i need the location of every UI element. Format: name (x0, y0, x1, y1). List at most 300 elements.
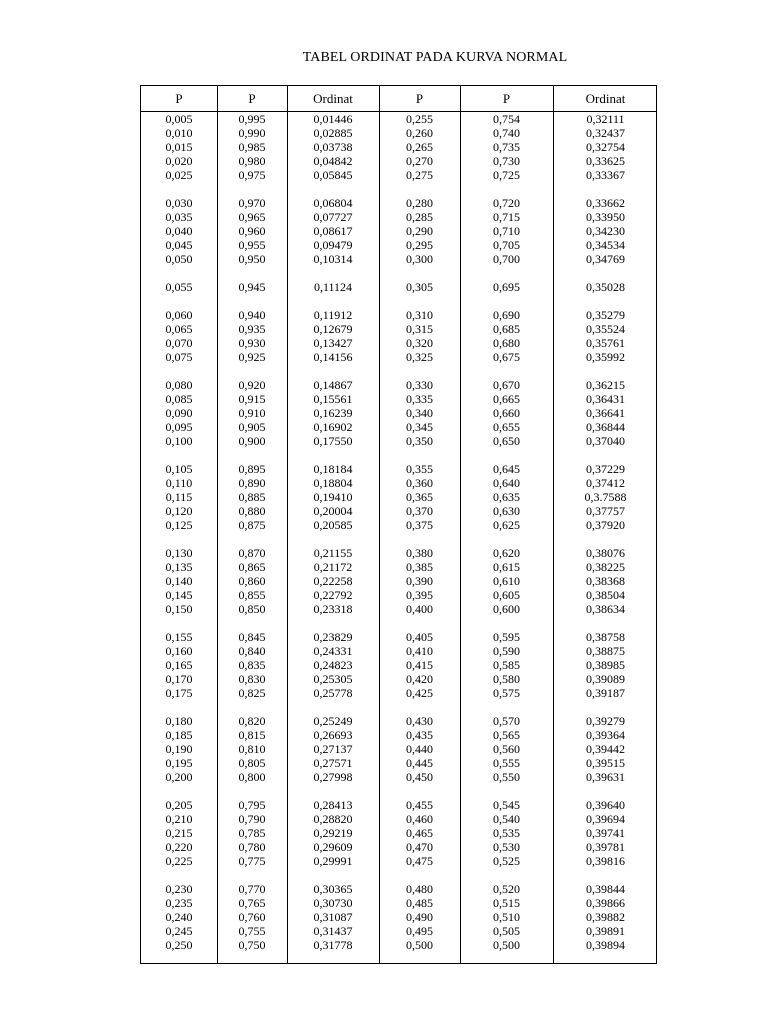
table-cell: 0,37040 (586, 434, 625, 448)
table-cell: 0,770 (238, 882, 266, 896)
table-cell: 0,570 (493, 714, 520, 728)
table-cell: 0,36431 (586, 392, 625, 406)
table-cell: 0,965 (238, 210, 266, 224)
table-cell: 0,33950 (586, 210, 625, 224)
table-cell: 0,19410 (313, 490, 353, 504)
table-cell: 0,754 (493, 112, 520, 126)
table-cell: 0,505 (493, 924, 520, 938)
table-cell: 0,510 (493, 910, 520, 924)
table-cell: 0,37920 (586, 518, 625, 532)
table-cell: 0,540 (493, 812, 520, 826)
table-cell: 0,650 (493, 434, 520, 448)
table-cell: 0,33662 (586, 196, 625, 210)
table-cell: 0,190 (165, 742, 193, 756)
table-cell: 0,39640 (586, 798, 625, 812)
table-cell: 0,020 (165, 154, 193, 168)
table-cell: 0,20004 (313, 504, 353, 518)
table-cell: 0,245 (165, 924, 193, 938)
table-cell: 0,18804 (313, 476, 353, 490)
table-cell: 0,24823 (313, 658, 353, 672)
table-cell: 0,33625 (586, 154, 625, 168)
table-cell: 0,605 (493, 588, 520, 602)
table-cell: 0,350 (406, 434, 433, 448)
table-cell: 0,110 (165, 476, 193, 490)
table-cell: 0,815 (238, 728, 266, 742)
table-cell: 0,095 (165, 420, 193, 434)
table-cell: 0,16239 (313, 406, 353, 420)
table-cell: 0,32437 (586, 126, 625, 140)
table-cell: 0,005 (165, 112, 193, 126)
table-cell: 0,24331 (313, 644, 353, 658)
table-cell: 0,29219 (313, 826, 353, 840)
table-cell: 0,39816 (586, 854, 625, 868)
table-cell: 0,970 (238, 196, 266, 210)
table-cell: 0,050 (165, 252, 193, 266)
table-cell: 0,925 (238, 350, 266, 364)
table-cell: 0,525 (493, 854, 520, 868)
table-cell: 0,960 (238, 224, 266, 238)
table-cell: 0,27137 (313, 742, 353, 756)
table-cell: 0,35028 (586, 280, 625, 294)
table-cell: 0,39364 (586, 728, 625, 742)
table-cell: 0,580 (493, 672, 520, 686)
table-cell: 0,010 (165, 126, 193, 140)
table-cell: 0,425 (406, 686, 433, 700)
table-cell: 0,630 (493, 504, 520, 518)
table-cell: 0,39882 (586, 910, 625, 924)
table-cell: 0,31437 (313, 924, 353, 938)
table-cell: 0,090 (165, 406, 193, 420)
table-cell: 0,040 (165, 224, 193, 238)
table-cell: 0,885 (238, 490, 266, 504)
table-cell: 0,800 (238, 770, 266, 784)
table-cell: 0,715 (493, 210, 520, 224)
table-cell: 0,710 (493, 224, 520, 238)
table-cell: 0,21155 (313, 546, 353, 560)
table-cell: 0,130 (165, 546, 193, 560)
table-cell: 0,06804 (313, 196, 353, 210)
table-cell: 0,36641 (586, 406, 625, 420)
table-cell: 0,490 (406, 910, 433, 924)
table-cell: 0,910 (238, 406, 266, 420)
table-cell: 0,935 (238, 322, 266, 336)
table-cell: 0,225 (165, 854, 193, 868)
table-cell: 0,685 (493, 322, 520, 336)
table-cell: 0,420 (406, 672, 433, 686)
table-cell: 0,065 (165, 322, 193, 336)
table-cell: 0,205 (165, 798, 193, 812)
table-cell: 0,270 (406, 154, 433, 168)
table-cell: 0,060 (165, 308, 193, 322)
table-cell: 0,625 (493, 518, 520, 532)
table-cell: 0,21172 (313, 560, 353, 574)
table-cell: 0,13427 (313, 336, 353, 350)
table-cell: 0,075 (165, 350, 193, 364)
table-cell: 0,34534 (586, 238, 625, 252)
table-cell: 0,870 (238, 546, 266, 560)
table-cell: 0,930 (238, 336, 266, 350)
table-cell: 0,01446 (313, 112, 353, 126)
table-cell: 0,665 (493, 392, 520, 406)
table-cell: 0,545 (493, 798, 520, 812)
table-cell: 0,32754 (586, 140, 625, 154)
table-cell: 0,500 (493, 938, 520, 952)
table-cell: 0,39866 (586, 896, 625, 910)
table-cell: 0,37757 (586, 504, 625, 518)
table-cell: 0,255 (406, 112, 433, 126)
table-cell: 0,895 (238, 462, 266, 476)
table-cell: 0,14156 (313, 350, 353, 364)
table-cell: 0,480 (406, 882, 433, 896)
table-cell: 0,170 (165, 672, 193, 686)
table-cell: 0,825 (238, 686, 266, 700)
table-cell: 0,085 (165, 392, 193, 406)
table-cell: 0,470 (406, 840, 433, 854)
table-cell: 0,835 (238, 658, 266, 672)
table-cell: 0,39741 (586, 826, 625, 840)
table-cell: 0,38225 (586, 560, 625, 574)
table-cell: 0,31778 (313, 938, 353, 952)
table-cell: 0,315 (406, 322, 433, 336)
table-cell: 0,29991 (313, 854, 353, 868)
table-cell: 0,38758 (586, 630, 625, 644)
table-cell: 0,25305 (313, 672, 353, 686)
table-cell: 0,39631 (586, 770, 625, 784)
table-cell: 0,36844 (586, 420, 625, 434)
table-cell: 0,695 (493, 280, 520, 294)
table-cell: 0,810 (238, 742, 266, 756)
table-cell: 0,220 (165, 840, 193, 854)
table-cell: 0,05845 (313, 168, 353, 182)
table-cell: 0,755 (238, 924, 266, 938)
table-cell: 0,125 (165, 518, 193, 532)
table-cell: 0,10314 (313, 252, 353, 266)
table-cell: 0,23829 (313, 630, 353, 644)
table-cell: 0,37229 (586, 462, 625, 476)
table-cell: 0,02885 (313, 126, 353, 140)
table-cell: 0,760 (238, 910, 266, 924)
table-cell: 0,280 (406, 196, 433, 210)
table-cell: 0,465 (406, 826, 433, 840)
table-cell: 0,395 (406, 588, 433, 602)
table-cell: 0,12679 (313, 322, 353, 336)
table-cell: 0,26693 (313, 728, 353, 742)
table-cell: 0,535 (493, 826, 520, 840)
table-cell: 0,365 (406, 490, 433, 504)
table-cell: 0,735 (493, 140, 520, 154)
table-cell: 0,520 (493, 882, 520, 896)
table-cell: 0,610 (493, 574, 520, 588)
table-cell: 0,495 (406, 924, 433, 938)
table-cell: 0,320 (406, 336, 433, 350)
table-cell: 0,35524 (586, 322, 625, 336)
table-cell: 0,765 (238, 896, 266, 910)
table-cell: 0,475 (406, 854, 433, 868)
table-cell: 0,310 (406, 308, 433, 322)
table-cell: 0,39694 (586, 812, 625, 826)
table-cell: 0,340 (406, 406, 433, 420)
table-cell: 0,3.7588 (584, 490, 627, 504)
table-cell: 0,38634 (586, 602, 625, 616)
table-cell: 0,160 (165, 644, 193, 658)
table-cell: 0,07727 (313, 210, 353, 224)
table-cell: 0,22792 (313, 588, 353, 602)
table-cell: 0,845 (238, 630, 266, 644)
table-cell: 0,330 (406, 378, 433, 392)
table-cell: 0,27998 (313, 770, 353, 784)
table-cell: 0,775 (238, 854, 266, 868)
table-cell: 0,185 (165, 728, 193, 742)
table-cell: 0,11912 (313, 308, 353, 322)
table-cell: 0,670 (493, 378, 520, 392)
table-cell: 0,035 (165, 210, 193, 224)
table-cell: 0,635 (493, 490, 520, 504)
table-cell: 0,615 (493, 560, 520, 574)
table-cell: 0,23318 (313, 602, 353, 616)
table-cell: 0,700 (493, 252, 520, 266)
table-cell: 0,675 (493, 350, 520, 364)
table-cell: 0,865 (238, 560, 266, 574)
table-cell: 0,820 (238, 714, 266, 728)
header-p: P (502, 91, 511, 106)
table-cell: 0,645 (493, 462, 520, 476)
table-cell: 0,720 (493, 196, 520, 210)
table-cell: 0,880 (238, 504, 266, 518)
table-cell: 0,780 (238, 840, 266, 854)
header-p: P (248, 91, 256, 106)
table-cell: 0,680 (493, 336, 520, 350)
table-cell: 0,20585 (313, 518, 353, 532)
table-cell: 0,460 (406, 812, 433, 826)
header-p: P (175, 91, 183, 106)
table-cell: 0,325 (406, 350, 433, 364)
table-cell: 0,285 (406, 210, 433, 224)
table-cell: 0,600 (493, 602, 520, 616)
table-cell: 0,250 (165, 938, 193, 952)
table-cell: 0,550 (493, 770, 520, 784)
table-cell: 0,39442 (586, 742, 625, 756)
table-cell: 0,660 (493, 406, 520, 420)
table-cell: 0,195 (165, 756, 193, 770)
table-cell: 0,38985 (586, 658, 625, 672)
table-cell: 0,265 (406, 140, 433, 154)
table-cell: 0,105 (165, 462, 193, 476)
table-cell: 0,39187 (586, 686, 625, 700)
table-cell: 0,38368 (586, 574, 625, 588)
table-cell: 0,045 (165, 238, 193, 252)
header-p: P (415, 91, 424, 106)
table-cell: 0,790 (238, 812, 266, 826)
table-cell: 0,39089 (586, 672, 625, 686)
table-cell: 0,175 (165, 686, 193, 700)
table-cell: 0,840 (238, 644, 266, 658)
table-cell: 0,025 (165, 168, 193, 182)
table-cell: 0,830 (238, 672, 266, 686)
ordinate-table (140, 85, 657, 964)
table-cell: 0,35279 (586, 308, 625, 322)
table-cell: 0,070 (165, 336, 193, 350)
table-cell: 0,39279 (586, 714, 625, 728)
table-cell: 0,740 (493, 126, 520, 140)
table-cell: 0,390 (406, 574, 433, 588)
table-cell: 0,28820 (313, 812, 353, 826)
table-cell: 0,34230 (586, 224, 625, 238)
table-cell: 0,16902 (313, 420, 353, 434)
table-cell: 0,275 (406, 168, 433, 182)
table-cell: 0,22258 (313, 574, 353, 588)
table-cell: 0,09479 (313, 238, 353, 252)
table-cell: 0,36215 (586, 378, 625, 392)
table-cell: 0,15561 (313, 392, 353, 406)
table-cell: 0,380 (406, 546, 433, 560)
table-cell: 0,690 (493, 308, 520, 322)
table-cell: 0,725 (493, 168, 520, 182)
table-cell: 0,905 (238, 420, 266, 434)
table-cell: 0,235 (165, 896, 193, 910)
table-cell: 0,785 (238, 826, 266, 840)
table-cell: 0,030 (165, 196, 193, 210)
table-cell: 0,555 (493, 756, 520, 770)
table-cell: 0,100 (165, 434, 193, 448)
table-cell: 0,115 (165, 490, 193, 504)
table-cell: 0,980 (238, 154, 266, 168)
table-cell: 0,595 (493, 630, 520, 644)
table-cell: 0,750 (238, 938, 266, 952)
table-cell: 0,640 (493, 476, 520, 490)
table-cell: 0,155 (165, 630, 193, 644)
table-cell: 0,33367 (586, 168, 625, 182)
table-cell: 0,290 (406, 224, 433, 238)
table-cell: 0,32111 (586, 112, 625, 126)
table-cell: 0,975 (238, 168, 266, 182)
table-cell: 0,385 (406, 560, 433, 574)
table-cell: 0,300 (406, 252, 433, 266)
table-cell: 0,35992 (586, 350, 625, 364)
table-cell: 0,435 (406, 728, 433, 742)
table-cell: 0,27571 (313, 756, 353, 770)
table-cell: 0,360 (406, 476, 433, 490)
table-cell: 0,370 (406, 504, 433, 518)
table-cell: 0,210 (165, 812, 193, 826)
table-cell: 0,795 (238, 798, 266, 812)
table-cell: 0,875 (238, 518, 266, 532)
table-cell: 0,080 (165, 378, 193, 392)
table-cell: 0,38504 (586, 588, 625, 602)
table-cell: 0,055 (165, 280, 193, 294)
table-cell: 0,145 (165, 588, 193, 602)
table-cell: 0,39891 (586, 924, 625, 938)
table-cell: 0,18184 (313, 462, 353, 476)
table-cell: 0,450 (406, 770, 433, 784)
table-cell: 0,38875 (586, 644, 625, 658)
table-cell: 0,945 (238, 280, 266, 294)
table-cell: 0,485 (406, 896, 433, 910)
table-cell: 0,260 (406, 126, 433, 140)
table-cell: 0,355 (406, 462, 433, 476)
table-cell: 0,990 (238, 126, 266, 140)
table-cell: 0,39515 (586, 756, 625, 770)
table-cell: 0,150 (165, 602, 193, 616)
table-cell: 0,34769 (586, 252, 625, 266)
table-cell: 0,215 (165, 826, 193, 840)
table-cell: 0,39781 (586, 840, 625, 854)
table-cell: 0,120 (165, 504, 193, 518)
table-cell: 0,135 (165, 560, 193, 574)
table-cell: 0,230 (165, 882, 193, 896)
table-cell: 0,39894 (586, 938, 625, 952)
table-cell: 0,400 (406, 602, 433, 616)
table-cell: 0,140 (165, 574, 193, 588)
table-cell: 0,28413 (313, 798, 353, 812)
table-cell: 0,405 (406, 630, 433, 644)
table-cell: 0,575 (493, 686, 520, 700)
table-cell: 0,850 (238, 602, 266, 616)
table-cell: 0,04842 (313, 154, 353, 168)
table-cell: 0,940 (238, 308, 266, 322)
table-cell: 0,955 (238, 238, 266, 252)
table-cell: 0,180 (165, 714, 193, 728)
table-cell: 0,39844 (586, 882, 625, 896)
table-cell: 0,335 (406, 392, 433, 406)
table-cell: 0,03738 (313, 140, 353, 154)
table-cell: 0,375 (406, 518, 433, 532)
table-cell: 0,38076 (586, 546, 625, 560)
table-cell: 0,995 (238, 112, 266, 126)
table-cell: 0,705 (493, 238, 520, 252)
table-cell: 0,500 (406, 938, 433, 952)
table-cell: 0,860 (238, 574, 266, 588)
table-cell: 0,590 (493, 644, 520, 658)
table-cell: 0,345 (406, 420, 433, 434)
table-cell: 0,30730 (313, 896, 353, 910)
table-cell: 0,620 (493, 546, 520, 560)
table-cell: 0,890 (238, 476, 266, 490)
page-title: TABEL ORDINAT PADA KURVA NORMAL (302, 50, 568, 65)
table-cell: 0,565 (493, 728, 520, 742)
header-ordinat: Ordinat (585, 91, 626, 106)
table-cell: 0,950 (238, 252, 266, 266)
table-cell: 0,295 (406, 238, 433, 252)
table-cell: 0,31087 (313, 910, 353, 924)
table-cell: 0,200 (165, 770, 193, 784)
table-cell: 0,11124 (313, 280, 353, 294)
table-cell: 0,730 (493, 154, 520, 168)
table-cell: 0,430 (406, 714, 433, 728)
table-cell: 0,305 (406, 280, 433, 294)
table-cell: 0,920 (238, 378, 266, 392)
table-cell: 0,410 (406, 644, 433, 658)
table-cell: 0,015 (165, 140, 193, 154)
table-cell: 0,900 (238, 434, 266, 448)
table-cell: 0,35761 (586, 336, 625, 350)
table-cell: 0,855 (238, 588, 266, 602)
table-cell: 0,29609 (313, 840, 353, 854)
table-cell: 0,08617 (313, 224, 353, 238)
table-cell: 0,985 (238, 140, 266, 154)
table-cell: 0,445 (406, 756, 433, 770)
table-cell: 0,37412 (586, 476, 625, 490)
table-cell: 0,455 (406, 798, 433, 812)
table-cell: 0,530 (493, 840, 520, 854)
table-cell: 0,25249 (313, 714, 353, 728)
table-cell: 0,415 (406, 658, 433, 672)
table-cell: 0,165 (165, 658, 193, 672)
header-ordinat: Ordinat (313, 91, 353, 106)
table-cell: 0,805 (238, 756, 266, 770)
table-cell: 0,440 (406, 742, 433, 756)
table-cell: 0,17550 (313, 434, 353, 448)
table-cell: 0,585 (493, 658, 520, 672)
